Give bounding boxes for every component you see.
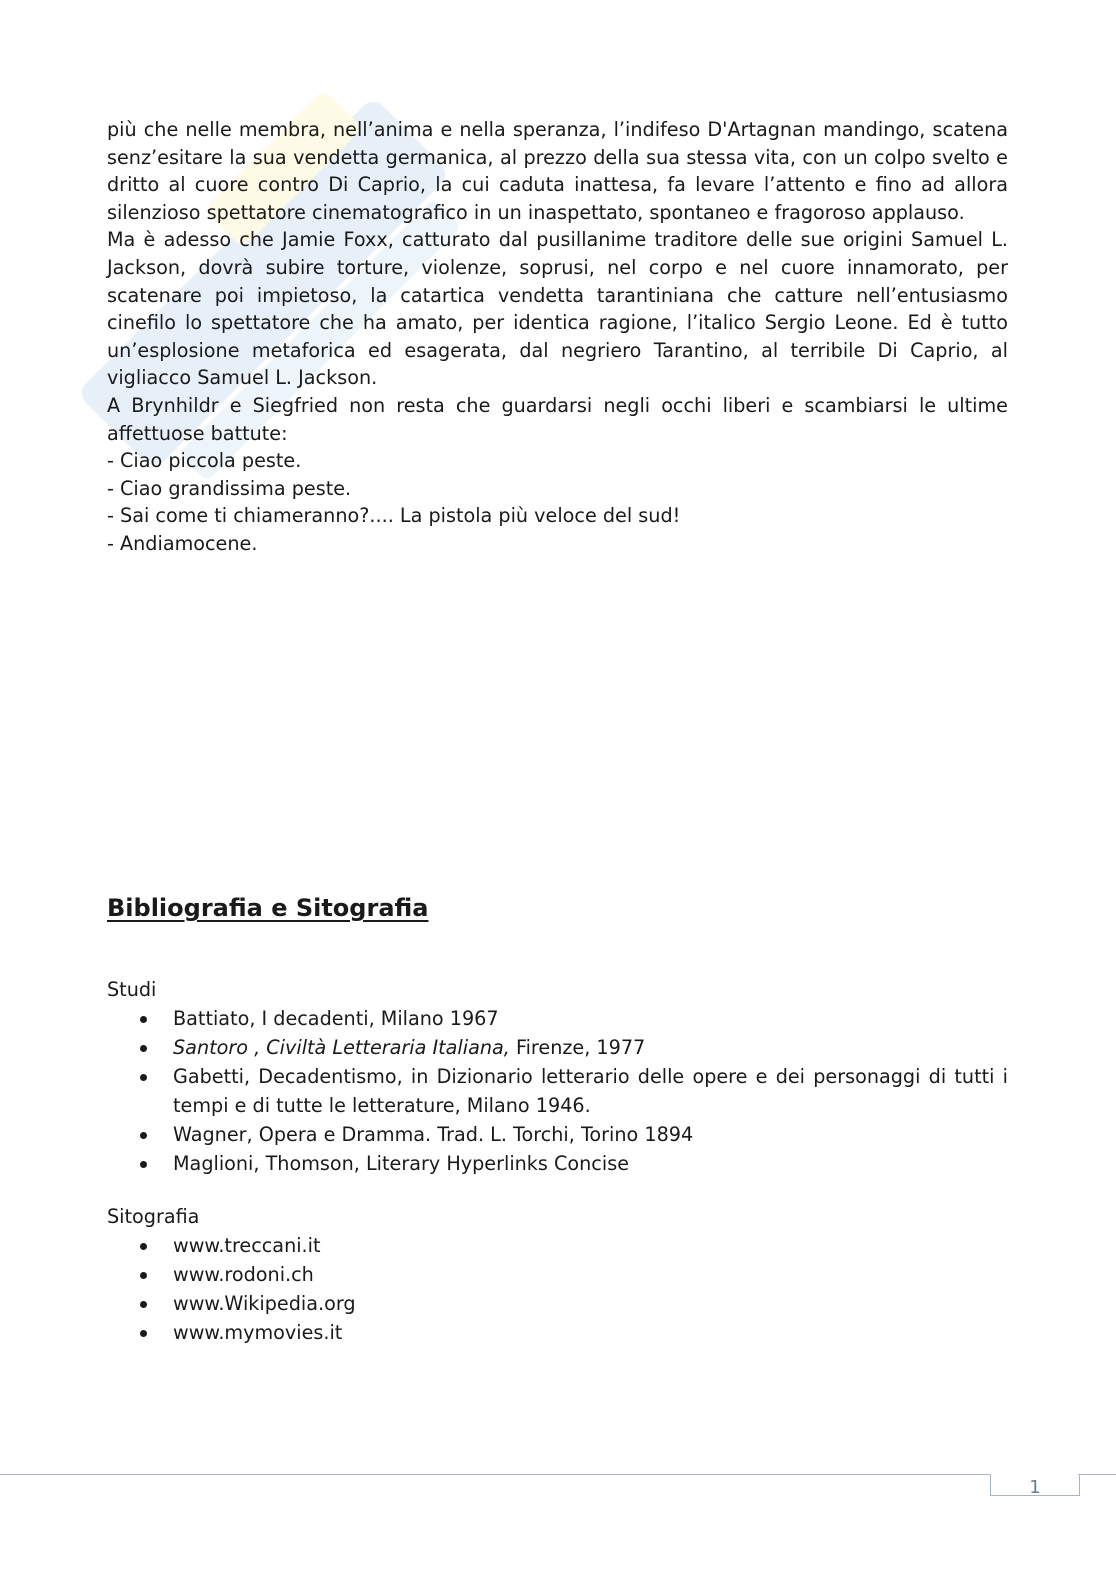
list-item: Santoro , Civiltà Letteraria Italiana, Firenze, 1977 [107,1033,1008,1062]
bullet-icon [140,1301,147,1308]
bullet-icon [140,1330,147,1337]
list-item: Gabetti, Decadentismo, in Dizionario letterario delle opere e dei personaggi di tutti i tempi e di tutte le letterature, Milano 1946. [107,1062,1008,1120]
bullet-icon [140,1272,147,1279]
sites-list [107,1231,1008,1347]
list-item: Maglioni, Thomson, Literary Hyperlinks Concise [107,1149,1008,1178]
list-item: www.Wikipedia.org [107,1289,1008,1318]
studies-label: Studi [107,978,157,1001]
dialogue-line: - Andiamocene. [107,531,258,555]
bibliography-heading: Bibliografia e Sitografia [107,894,429,922]
list-item: Battiato, I decadenti, Milano 1967 [107,1004,1008,1033]
dialogue-line: - Ciao grandissima peste. [107,476,352,500]
sites-section [107,1203,1008,1347]
bullet-icon [140,1161,147,1168]
dialogue-line: - Sai come ti chiameranno?.... La pistola più veloce del sud! [107,504,681,528]
page-number: 1 [1029,1477,1041,1498]
studies-list [107,1004,1008,1178]
dialogue-line: - Ciao piccola peste. [107,449,302,473]
body-paragraph-3: A Brynhildr e Siegfried non resta che guardarsi negli occhi liberi e scambiarsi le ultime affettuose battute: [107,393,1008,445]
list-item: Wagner, Opera e Dramma. Trad. L. Torchi, Torino 1894 [107,1120,1008,1149]
footer-rule [0,1474,990,1475]
bullet-icon [140,1016,147,1023]
list-item: www.mymovies.it [107,1318,1008,1347]
studies-section [107,976,1008,1178]
bullet-icon [140,1132,147,1139]
footer-rule-tail [1078,1474,1116,1475]
document-body [107,116,1008,558]
body-paragraph-2: Ma è adesso che Jamie Foxx, catturato dal pusillanime traditore delle sue origini Samuel L. Jackson, dovrà subire torture, violenze, soprusi, nel corpo e nel cuore innamorato, per scatenare poi impietoso, la catartica vendetta tarantiniana che catture nell’entusiasmo cinefilo lo spettatore che ha amato, per identica ragione, l’italico Sergio Leone. Ed è tutto un’esplosione metaforica ed esagerata, dal negriero Tarantino, al terribile Di Caprio, al vigliacco Samuel L. Jackson. [107,228,1008,390]
bullet-icon [140,1074,147,1081]
sites-label: Sitografia [107,1205,200,1228]
list-item: www.treccani.it [107,1231,1008,1260]
body-paragraph-1: più che nelle membra, nell’anima e nella speranza, l’indifeso D'Artagnan mandingo, scatena senz’esitare la sua vendetta germanica, al prezzo della sua stessa vita, con un colpo svelto e dritto al cuore contro Di Caprio, la cui caduta inattesa, fa levare l’attento e fino ad allora silenzioso spettatore cinematografico in un inaspettato, spontaneo e fragoroso applauso. [107,118,1008,224]
list-item: www.rodoni.ch [107,1260,1008,1289]
bullet-icon [140,1045,147,1052]
bullet-icon [140,1243,147,1250]
